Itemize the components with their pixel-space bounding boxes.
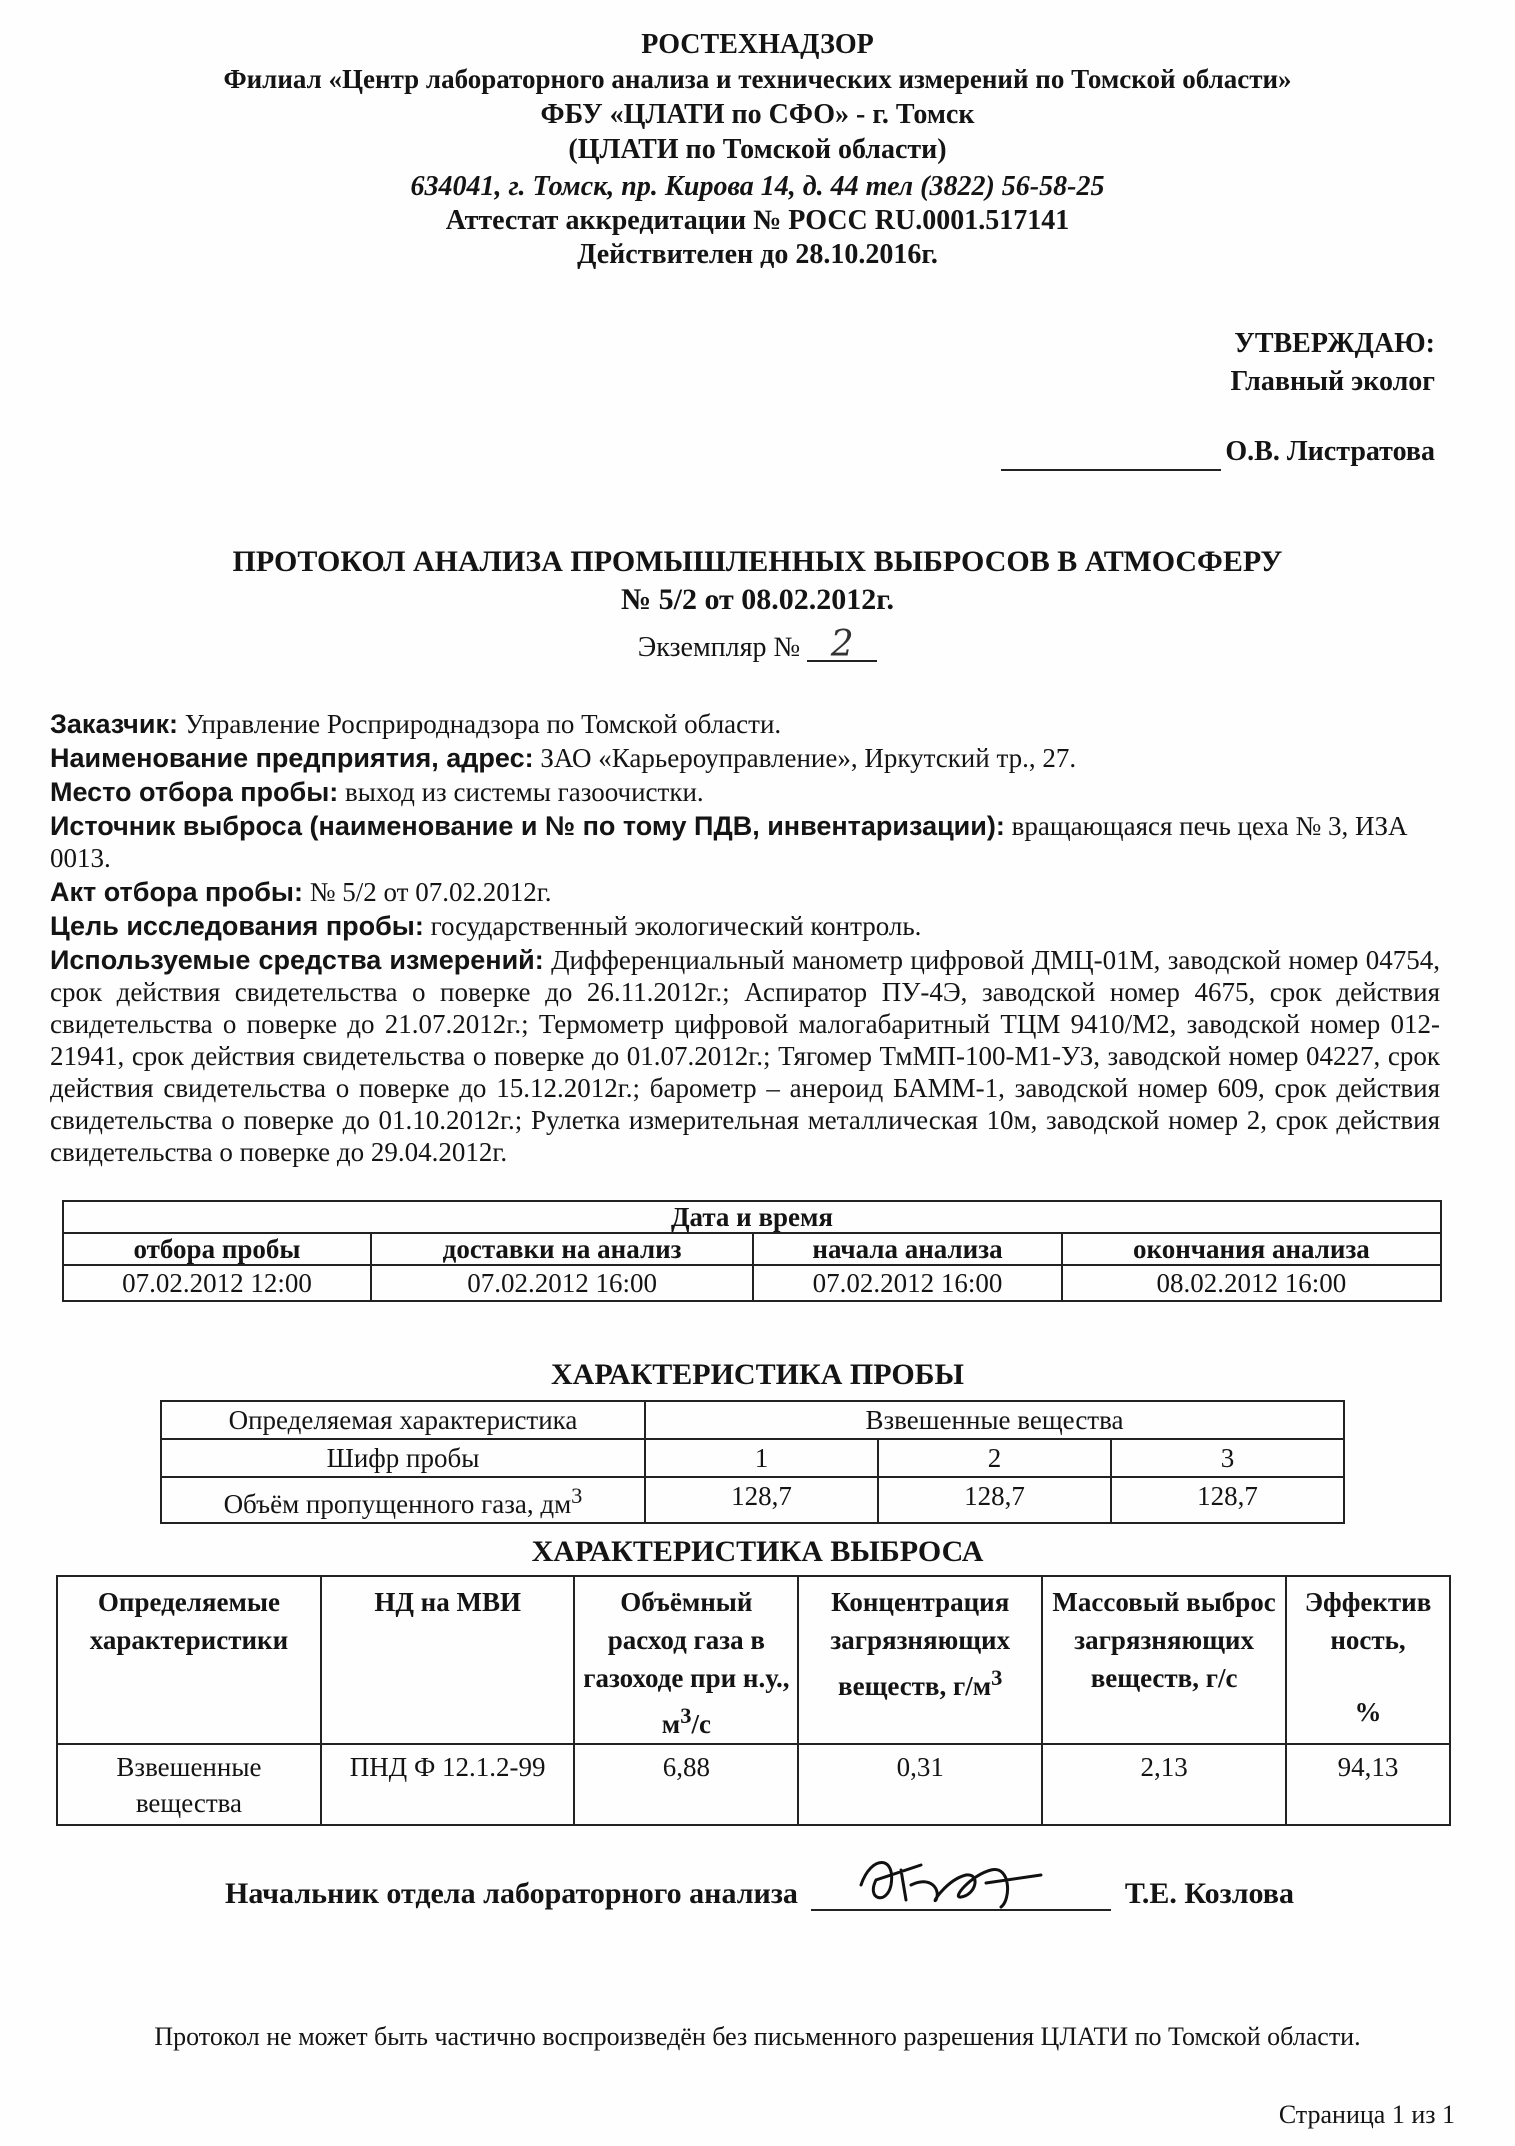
accreditation: Аттестат аккредитации № РОСС RU.0001.517141 — [445, 205, 1070, 236]
info-block — [50, 708, 1440, 1170]
emission-header: Объёмный расход газа в газоходе при н.у., м — [583, 1587, 790, 1739]
copy-number-line — [0, 624, 1515, 665]
emission-value: 0,31 — [798, 1744, 1042, 1825]
footer-note: Протокол не может быть частично воспроизведён без письменного разрешения ЦЛАТИ по Томской области. — [154, 2022, 1361, 2051]
branch-name: Филиал «Центр лабораторного анализа и технических измерений по Томской области» — [223, 64, 1292, 94]
sample-code: 3 — [1111, 1439, 1344, 1477]
datetime-value: 07.02.2012 16:00 — [371, 1265, 753, 1301]
enterprise-value: ЗАО «Карьероуправление», Иркутский тр., 27. — [533, 743, 1077, 773]
emission-value: ПНД Ф 12.1.2-99 — [321, 1744, 575, 1825]
sample-volume-label: Объём пропущенного газа, дм — [223, 1489, 572, 1519]
approval-signature-line — [1001, 439, 1221, 471]
sample-volume-label-cell — [161, 1477, 645, 1523]
emission-table — [56, 1575, 1451, 1826]
emission-header: Определяемые характеристики — [57, 1576, 321, 1744]
customer-label: Заказчик: — [50, 709, 178, 739]
emission-header-cell — [798, 1576, 1042, 1744]
signature-name: Т.Е. Козлова — [1124, 1877, 1295, 1910]
sample-volume: 128,7 — [1111, 1477, 1344, 1523]
sampling-place-value: выход из системы газоочистки. — [338, 777, 704, 807]
source-label: Источник выброса (наименование и № по тому ПДВ, инвентаризации): — [50, 811, 1005, 841]
emission-value: 94,13 — [1286, 1744, 1450, 1825]
valid-until: Действителен до 28.10.2016г. — [577, 239, 938, 270]
act-value: № 5/2 от 07.02.2012г. — [302, 877, 552, 907]
address: 634041, г. Томск, пр. Кирова 14, д. 44 тел (3822) 56-58-25 — [410, 171, 1105, 202]
emission-header: Эффектив ность, — [1304, 1587, 1432, 1655]
emission-header: % — [1354, 1697, 1382, 1727]
fbu-name: ФБУ «ЦЛАТИ по СФО» - г. Томск — [540, 99, 975, 130]
copy-label: Экземпляр № — [637, 632, 801, 663]
signature-line — [811, 1875, 1111, 1911]
approval-label: УТВЕРЖДАЮ: — [1234, 328, 1435, 359]
sample-char-label: Определяемая характеристика — [161, 1401, 645, 1439]
sample-volume-unit-sup: 3 — [571, 1483, 583, 1508]
sampling-place-label: Место отбора пробы: — [50, 777, 339, 807]
emission-header-sup: 3 — [991, 1665, 1003, 1690]
customer-value: Управление Росприроднадзора по Томской области. — [177, 709, 782, 739]
datetime-value: 07.02.2012 12:00 — [63, 1265, 371, 1301]
instruments-label: Используемые средства измерений: — [50, 945, 544, 975]
datetime-header: отбора пробы — [63, 1233, 371, 1265]
approval-block — [1001, 325, 1435, 471]
datetime-header: доставки на анализ — [371, 1233, 753, 1265]
document-title: ПРОТОКОЛ АНАЛИЗА ПРОМЫШЛЕННЫХ ВЫБРОСОВ В АТМОСФЕРУ — [232, 545, 1283, 578]
sample-code: 2 — [878, 1439, 1111, 1477]
sample-substance: Взвешенные вещества — [645, 1401, 1344, 1439]
datetime-value: 08.02.2012 16:00 — [1062, 1265, 1441, 1301]
emission-header-sup: 3 — [680, 1703, 692, 1728]
approval-position: Главный эколог — [1230, 366, 1435, 397]
datetime-table — [62, 1200, 1442, 1302]
sample-volume: 128,7 — [645, 1477, 878, 1523]
datetime-header: начала анализа — [753, 1233, 1062, 1265]
sample-code: 1 — [645, 1439, 878, 1477]
emission-value: 2,13 — [1042, 1744, 1286, 1825]
emission-header-cell — [1286, 1576, 1450, 1744]
document-number: № 5/2 от 08.02.2012г. — [620, 583, 895, 616]
org-name: РОСТЕХНАДЗОР — [641, 29, 874, 60]
signature-block — [225, 1875, 1294, 1911]
approval-name: О.В. Листратова — [1225, 436, 1435, 467]
act-label: Акт отбора пробы: — [50, 877, 303, 907]
sample-table — [160, 1400, 1345, 1524]
emission-header: Концентрация загрязняющих веществ, г/м — [830, 1587, 1011, 1701]
emission-header: /с — [691, 1709, 711, 1739]
instruments-value: Дифференциальный манометр цифровой ДМЦ-01М, заводской номер 04754, срок действия свидетельства о поверке до 26.11.2012г.; Аспиратор ПУ-4Э, заводской номер 4675, срок действия свидетельства о поверке до 21.07.2012г.; Термометр цифровой малогабаритный ТЦМ 9410/М2, заводской номер 012-21941, срок действия свидетельства о поверке до 01.07.2012г.; Тягомер ТмМП-100-М1-УЗ, заводской номер 04227, срок действия свидетельства о поверке до 15.12.2012г.; барометр – анероид БАММ-1, заводской номер 609, срок действия свидетельства о поверке до 01.10.2012г.; Рулетка измерительная металлическая 10м, заводской номер 2, срок действия свидетельства о поверке до 29.04.2012г. — [50, 945, 1441, 1167]
source-value: вращающаяся печь цеха № 3, ИЗА 0013. — [50, 811, 1408, 873]
emission-header: Массовый выброс загрязняющих веществ, г/с — [1042, 1576, 1286, 1744]
sample-volume: 128,7 — [878, 1477, 1111, 1523]
datetime-value: 07.02.2012 16:00 — [753, 1265, 1062, 1301]
signature-position: Начальник отдела лабораторного анализа — [225, 1877, 798, 1910]
copy-number: 2 — [807, 630, 877, 662]
emission-value: Взвешенные вещества — [57, 1744, 321, 1825]
sample-code-label: Шифр пробы — [161, 1439, 645, 1477]
emission-value: 6,88 — [574, 1744, 798, 1825]
sample-section-title: ХАРАКТЕРИСТИКА ПРОБЫ — [551, 1358, 964, 1391]
datetime-header: окончания анализа — [1062, 1233, 1441, 1265]
page-number: Страница 1 из 1 — [1278, 2100, 1455, 2129]
emission-header: НД на МВИ — [321, 1576, 575, 1744]
short-name: (ЦЛАТИ по Томской области) — [568, 134, 947, 165]
emission-section-title: ХАРАКТЕРИСТИКА ВЫБРОСА — [531, 1535, 984, 1568]
handwritten-signature — [851, 1845, 1081, 1915]
datetime-caption: Дата и время — [63, 1201, 1441, 1233]
purpose-label: Цель исследования пробы: — [50, 911, 424, 941]
emission-header-cell — [574, 1576, 798, 1744]
enterprise-label: Наименование предприятия, адрес: — [50, 743, 534, 773]
purpose-value: государственный экологический контроль. — [423, 911, 922, 941]
